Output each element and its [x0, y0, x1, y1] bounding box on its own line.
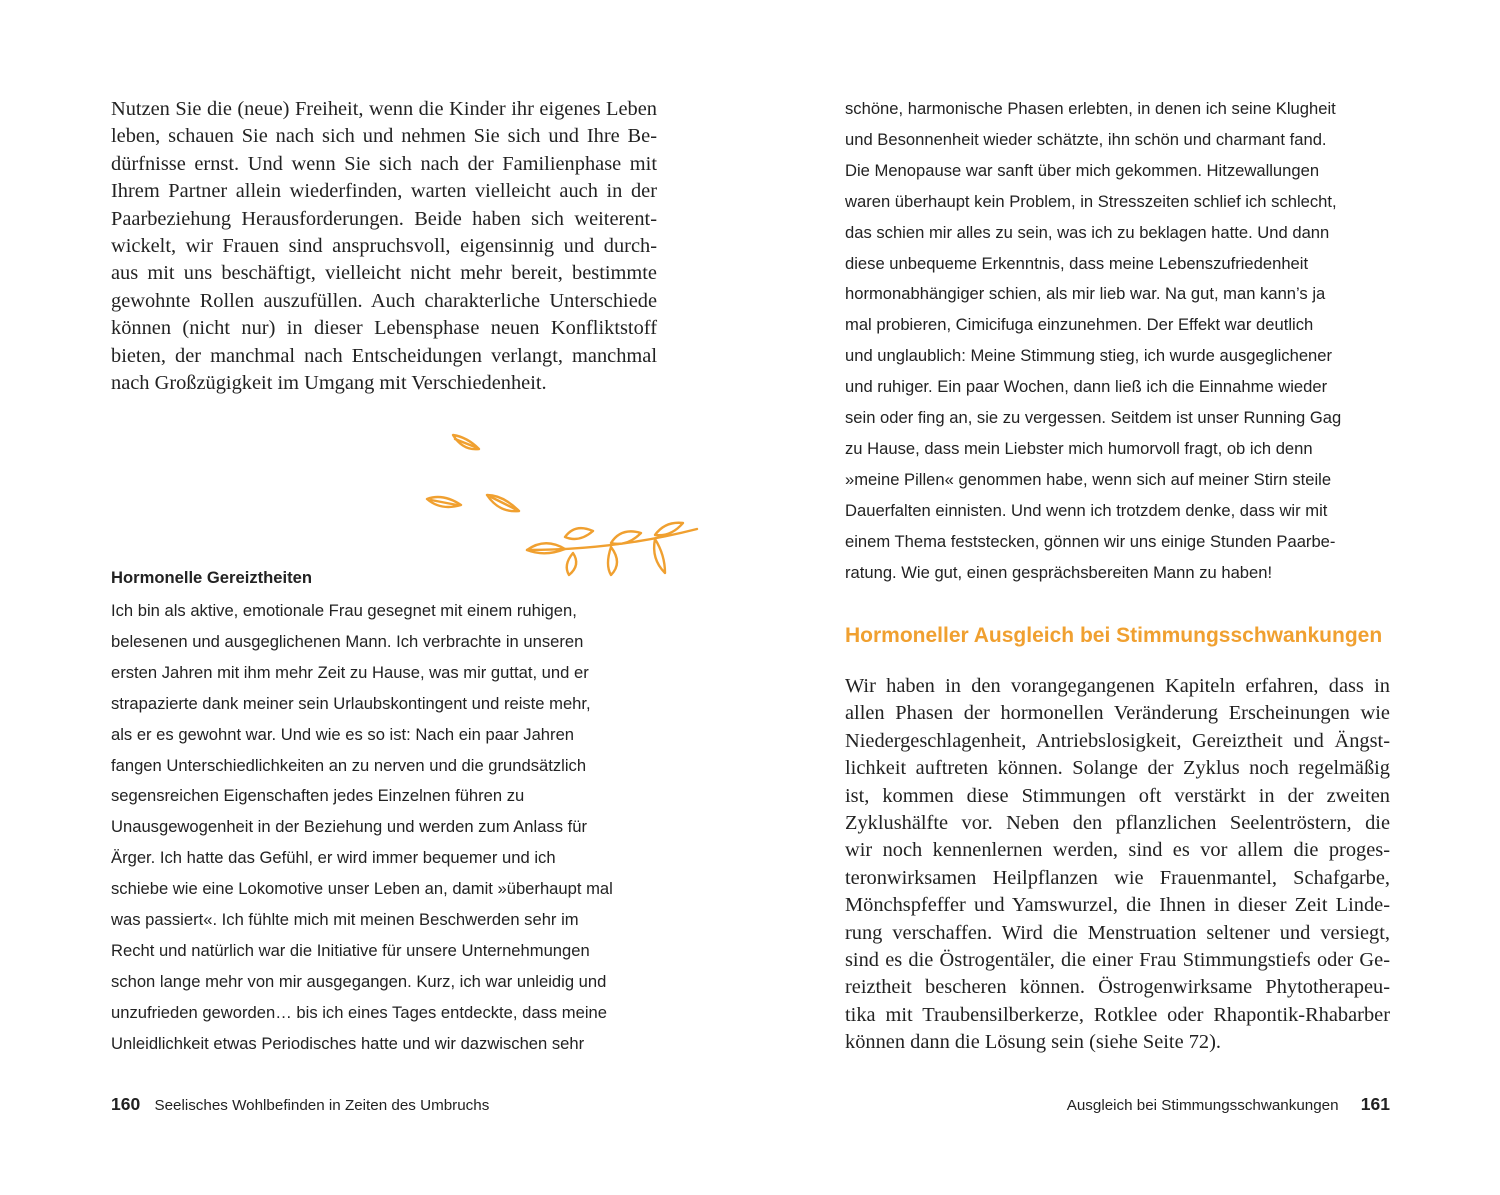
intro-paragraph [111, 96, 657, 397]
text-line: sind es die Östrogentäler, die einer Frau Stimmungstiefs oder Ge- [845, 949, 1390, 972]
page-number: 160 [111, 1094, 141, 1114]
text-line: schon lange mehr von mir ausgegangen. Kurz, ich war unleidig und [111, 971, 607, 991]
text-line: reiztheit bescheren können. Östrogenwirksame Phytotherapeu- [845, 976, 1390, 999]
text-line: können (nicht nur) in dieser Lebensphase neuen Konfliktstoff [111, 317, 657, 340]
text-line: Ich bin als aktive, emotionale Frau gesegnet mit einem ruhigen, [111, 601, 577, 620]
text-line: Unausgewogenheit in der Beziehung und werden zum Anlass für [111, 817, 587, 837]
page-footer-left [111, 1094, 489, 1115]
text-line: und unglaublich: Meine Stimmung stieg, ich wurde ausgeglichener [845, 346, 1333, 366]
text-line: sein oder fing an, sie zu vergessen. Seitdem ist unser Running Gag [845, 408, 1342, 428]
section-heading: Hormoneller Ausgleich bei Stimmungsschwankungen [845, 624, 1383, 647]
text-line: schöne, harmonische Phasen erlebten, in denen ich seine Klugheit [845, 99, 1336, 118]
page-number: 161 [1360, 1094, 1390, 1114]
text-line: bieten, der manchmal nach Entscheidungen verlangt, manchmal [111, 344, 657, 367]
text-line: allen Phasen der hormonellen Veränderung Erscheinungen wie [845, 702, 1390, 725]
text-line: wickelt, wir Frauen sind anspruchsvoll, eigensinnig und durch- [111, 235, 657, 258]
text-line: Recht und natürlich war die Initiative für unsere Unternehmungen [111, 940, 590, 960]
running-title: Ausgleich bei Stimmungsschwankungen [1066, 1097, 1339, 1114]
text-line: Paarbeziehung Herausforderungen. Beide haben sich weiterent- [111, 207, 657, 230]
running-title: Seelisches Wohlbefinden in Zeiten des Umbruchs [154, 1097, 490, 1114]
text-line: als er es gewohnt war. Und wie es so ist: Nach ein paar Jahren [111, 724, 575, 744]
text-line: ersten Jahren mit ihm mehr Zeit zu Hause, was mir guttat, und er [111, 662, 589, 682]
text-line: segensreichen Eigenschaften jedes Einzelnen führen zu [111, 786, 525, 806]
text-line: mal probieren, Cimicifuga einzunehmen. Der Effekt war deutlich [845, 315, 1314, 335]
text-line: leben, schauen Sie nach sich und nehmen Sie sich und Ihre Be- [111, 125, 657, 148]
text-line: Mönchspfeffer und Yamswurzel, die Ihnen in dieser Zeit Linde- [845, 894, 1390, 917]
text-line: Ärger. Ich hatte das Gefühl, er wird immer bequemer und ich [111, 848, 556, 868]
text-line: zu Hause, dass mein Liebster mich humorvoll fragt, ob ich denn [845, 438, 1313, 458]
text-line: und Besonnenheit wieder schätzte, ihn schön und charmant fand. [845, 129, 1327, 149]
text-line: dürfnisse ernst. Und wenn Sie sich nach der Familienphase mit [111, 152, 657, 175]
text-line: belesenen und ausgeglichenen Mann. Ich verbrachte in unseren [111, 631, 584, 651]
text-line: wir noch kennenlernen werden, sind es vor allem die proges- [845, 839, 1390, 862]
text-line: rung verschaffen. Wird die Menstruation seltener und versiegt, [845, 921, 1390, 944]
text-line: ist, kommen diese Stimmungen oft verstärkt in der zweiten [845, 784, 1390, 807]
text-line: unzufrieden geworden… bis ich eines Tages entdeckte, dass meine [111, 1002, 607, 1022]
text-line: Unleidlichkeit etwas Periodisches hatte und wir dazwischen sehr [111, 1033, 585, 1053]
text-line: Wir haben in den vorangegangenen Kapiteln erfahren, dass in [845, 675, 1390, 697]
text-line: gewohnte Rollen auszufüllen. Auch charakterliche Unterschiede [111, 289, 657, 312]
right-page [750, 0, 1500, 1195]
text-line: tika mit Traubensilberkerze, Rotklee oder Rhapontik-Rhabarber [845, 1003, 1390, 1026]
text-line: waren überhaupt kein Problem, in Stresszeiten schlief ich schlecht, [845, 191, 1337, 211]
text-line: Nutzen Sie die (neue) Freiheit, wenn die Kinder ihr eigenes Leben [111, 98, 657, 120]
text-line: was passiert«. Ich fühlte mich mit meinen Beschwerden sehr im [111, 910, 579, 930]
text-line: fangen Unterschiedlichkeiten an zu nerven und die grundsätzlich [111, 755, 587, 775]
text-line: Die Menopause war sanft über mich gekommen. Hitzewallungen [845, 160, 1320, 180]
text-line: das schien mir alles zu sein, was ich zu beklagen hatte. Und dann [845, 222, 1330, 242]
page-footer-right [1067, 1094, 1390, 1115]
text-line: diese unbequeme Erkenntnis, dass meine Lebenszufriedenheit [845, 253, 1309, 273]
story-heading: Hormonelle Gereiztheiten [111, 568, 313, 587]
text-line: aus mit uns beschäftigt, vielleicht nicht mehr bereit, bestimmte [111, 262, 657, 285]
text-line: lichkeit auftreten können. Solange der Zyklus noch regelmäßig [845, 757, 1390, 780]
text-line: Niedergeschlagenheit, Antriebslosigkeit, Gereiztheit und Ängst- [845, 729, 1390, 752]
text-line: Ihrem Partner allein wiederfinden, warten vielleicht auch in der [111, 180, 657, 203]
text-line: schiebe wie eine Lokomotive unser Leben an, damit »überhaupt mal [111, 879, 613, 899]
text-line: und ruhiger. Ein paar Wochen, dann ließ ich die Einnahme wieder [845, 377, 1328, 397]
story-text-continued [845, 94, 1390, 589]
text-line: »meine Pillen« genommen habe, wenn sich auf meiner Stirn steile [845, 469, 1332, 489]
text-line: hormonabhängiger schien, als mir lieb war. Na gut, man kann’s ja [845, 284, 1326, 304]
text-line: nach Großzügigkeit im Umgang mit Verschiedenheit. [111, 372, 547, 395]
text-line: einem Thema feststecken, gönnen wir uns einige Stunden Paarbe- [845, 531, 1336, 551]
text-line: Dauerfalten einnisten. Und wenn ich trotzdem denke, dass wir mit [845, 500, 1328, 520]
body-paragraph [845, 673, 1390, 1057]
text-line: teronwirksamen Heilpflanzen wie Frauenmantel, Schafgarbe, [845, 866, 1390, 889]
text-line: Zyklushälfte vor. Neben den pflanzlichen Seelentröstern, die [845, 812, 1390, 835]
text-line: ratung. Wie gut, einen gesprächsbereiten Mann zu haben! [845, 562, 1273, 582]
text-line: strapazierte dank meiner sein Urlaubskontingent und reiste mehr, [111, 693, 591, 713]
text-line: können dann die Lösung sein (siehe Seite 72). [845, 1031, 1222, 1054]
leaf-branch-icon [415, 425, 705, 580]
story-text [111, 596, 671, 1060]
